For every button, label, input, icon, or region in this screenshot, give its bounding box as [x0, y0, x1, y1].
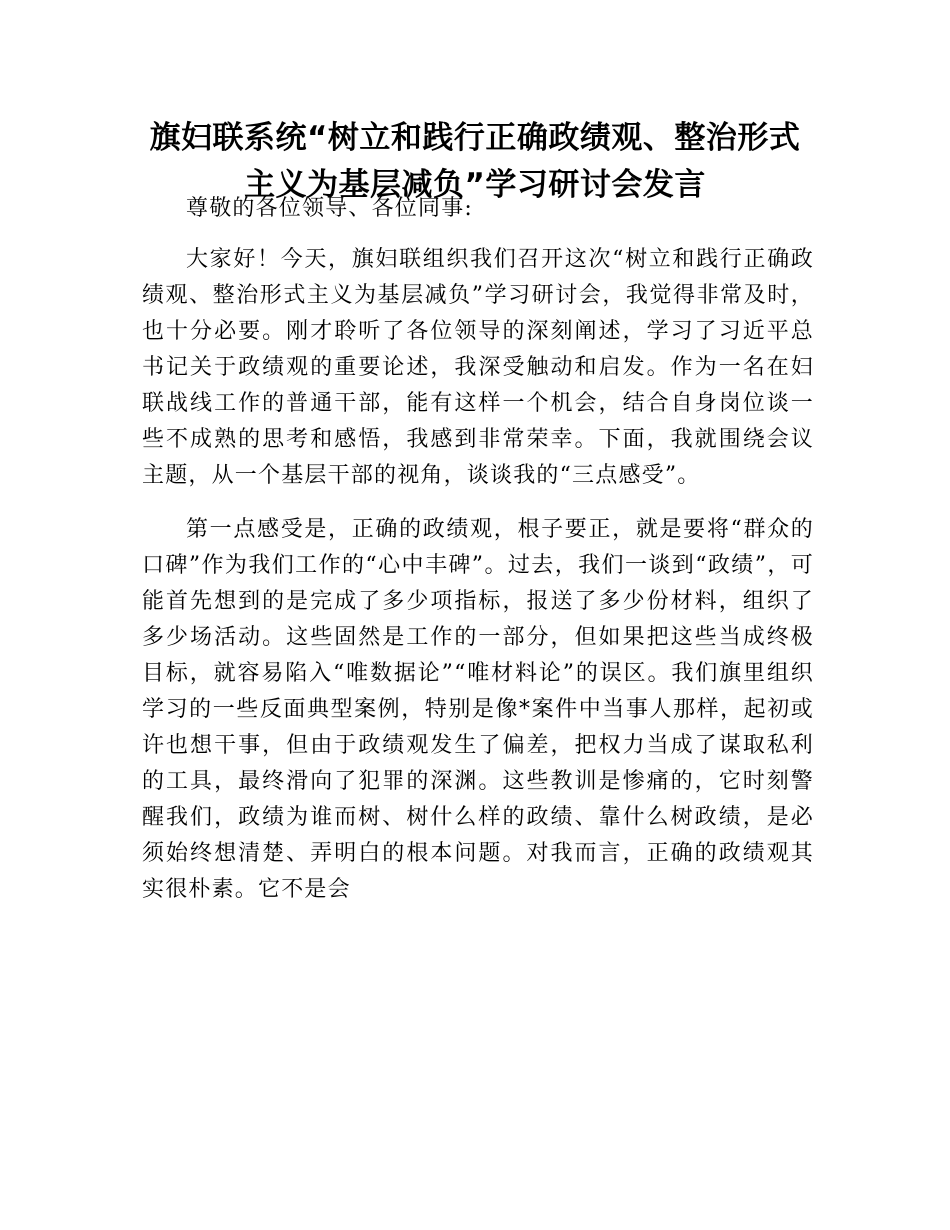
salutation: 尊敬的各位领导、各位同事:: [186, 196, 474, 221]
document-title: 旗妇联系统“树立和践行正确政绩观、整治形式主义为基层减负”学习研讨会发言: [149, 120, 801, 203]
document-body: [142, 191, 814, 908]
paragraph-introduction: 大家好！今天，旗妇联组织我们召开这次“树立和践行正确政绩观、整治形式主义为基层减负”学习研讨会，我觉得非常及时，也十分必要。刚才聆听了各位领导的深刻阐述，学习了习近平总书记关于政绩观的重要论述，我深受触动和启发。作为一名在妇联战线工作的普通干部，能有这样一个机会，结合自身岗位谈一些不成熟的思考和感悟，我感到非常荣幸。下面，我就围绕会议主题，从一个基层干部的视角，谈谈我的“三点感受”。: [142, 247, 814, 488]
paragraph-first-point: 第一点感受是，正确的政绩观，根子要正，就是要将“群众的口碑”作为我们工作的“心中丰碑”。过去，我们一谈到“政绩”，可能首先想到的是完成了多少项指标，报送了多少份材料，组织了多少场活动。这些固然是工作的一部分，但如果把这些当成终极目标，就容易陷入“唯数据论”“唯材料论”的误区。我们旗里组织学习的一些反面典型案例，特别是像*案件中当事人那样，起初或许也想干事，但由于政绩观发生了偏差，把权力当成了谋取私利的工具，最终滑向了犯罪的深渊。这些教训是惨痛的，它时刻警醒我们，政绩为谁而树、树什么样的政绩、靠什么树政绩，是必须始终想清楚、弄明白的根本问题。对我而言，正确的政绩观其实很朴素。它不是会: [142, 517, 814, 902]
